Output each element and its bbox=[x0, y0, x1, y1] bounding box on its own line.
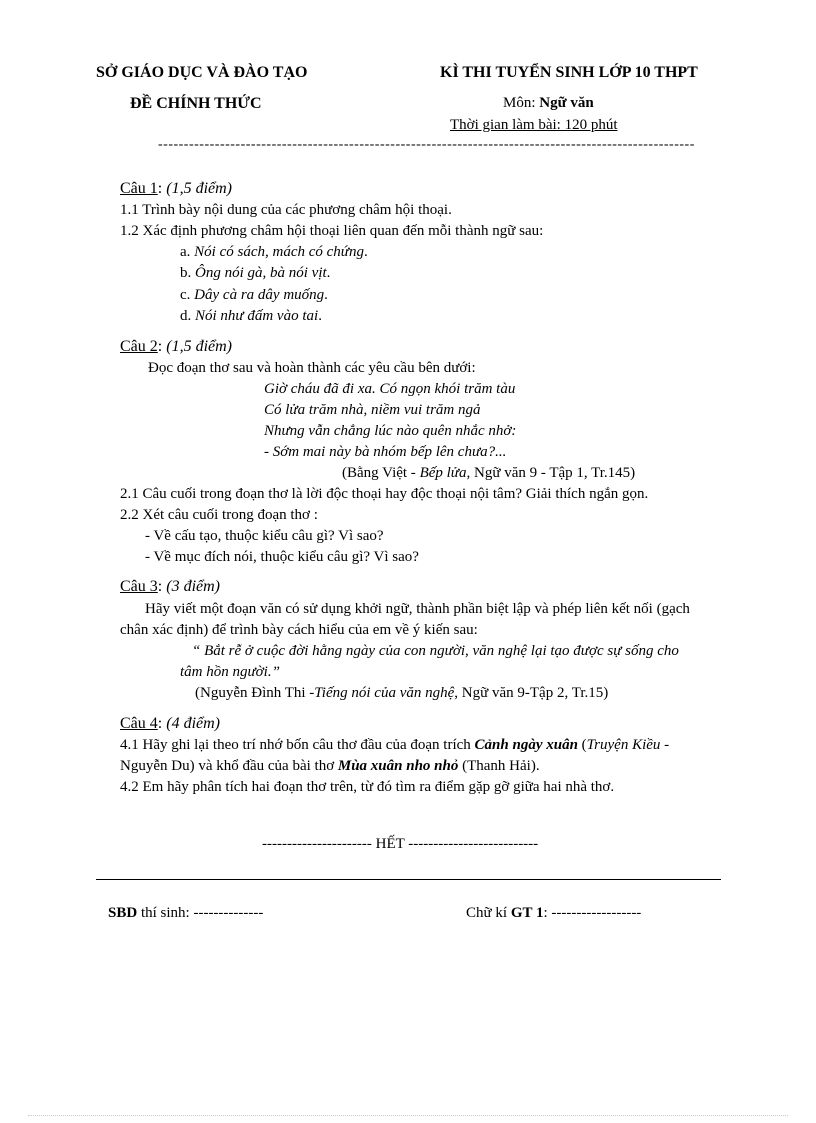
q4-dash: - bbox=[660, 737, 670, 753]
end-label: HẾT bbox=[375, 836, 405, 852]
q1-line-2: 1.2 Xác định phương châm hội thoại liên quan đến mỗi thành ngữ sau: bbox=[120, 223, 544, 239]
q2-poem-line-4: - Sớm mai này bà nhóm bếp lên chưa?... bbox=[264, 444, 507, 460]
subject-line bbox=[503, 95, 594, 112]
q2-line-2-2-b: - Về mục đích nói, thuộc kiểu câu gì? Vì sao? bbox=[145, 549, 419, 565]
header-separator: -------------------------------------------------------------------------------------------------------- bbox=[158, 137, 695, 152]
q4-excerpt-title: Cảnh ngày xuân bbox=[474, 737, 578, 753]
q4-author-text: Nguyễn Du) và khổ đầu của bài thơ bbox=[120, 758, 338, 774]
proctor-signature-field bbox=[466, 905, 641, 922]
candidate-number-field bbox=[108, 905, 263, 922]
q3-line-1: Hãy viết một đoạn văn có sử dụng khởi ngữ, thành phần biệt lập và phép liên kết nối (gạch bbox=[145, 601, 690, 617]
q4-line-4-1-text: 4.1 Hãy ghi lại theo trí nhớ bốn câu thơ đầu của đoạn trích bbox=[120, 737, 475, 753]
q4-poet: (Thanh Hải). bbox=[458, 758, 540, 774]
q2-poem-source bbox=[342, 465, 635, 482]
q3-title: Câu 3 bbox=[120, 578, 158, 595]
q1-item-d: d. Nói như đấm vào tai. bbox=[180, 308, 322, 324]
q3-source-author: (Nguyễn Đình Thi - bbox=[195, 685, 315, 701]
sig-label: Chữ kí bbox=[466, 905, 508, 921]
q1-item-b-text: Ông nói gà, bà nói vịt bbox=[195, 265, 327, 281]
sbd-text: thí sinh: bbox=[140, 905, 190, 921]
q4-poem-title: Mùa xuân nho nhỏ bbox=[337, 758, 459, 774]
q2-line-2-1: 2.1 Câu cuối trong đoạn thơ là lời độc thoại hay độc thoại nội tâm? Giải thích ngắn gọn. bbox=[120, 486, 649, 502]
q2-points: (1,5 điểm) bbox=[166, 338, 232, 355]
end-marker bbox=[262, 836, 538, 853]
page-bottom-border bbox=[28, 1115, 788, 1116]
sbd-blank: -------------- bbox=[193, 905, 264, 921]
sig-proctor: GT 1 bbox=[510, 905, 544, 921]
q4-line-4-1-cont bbox=[120, 758, 540, 775]
q1-item-b: b. Ông nói gà, bà nói vịt. bbox=[180, 265, 331, 281]
q3-source-work: Tiếng nói của văn nghệ bbox=[314, 685, 455, 701]
q4-work-title: Truyện Kiều bbox=[586, 737, 661, 753]
q1-line-1: 1.1 Trình bày nội dung của các phương châm hội thoại. bbox=[120, 202, 452, 218]
q2-line-2-2-a: - Về cấu tạo, thuộc kiểu câu gì? Vì sao? bbox=[145, 528, 384, 544]
end-dashes-right: -------------------------- bbox=[408, 836, 539, 852]
time-allowed: Thời gian làm bài: 120 phút bbox=[450, 117, 618, 133]
q4-points: (4 điểm) bbox=[166, 715, 220, 732]
q2-source-work: Bếp lửa bbox=[419, 465, 467, 481]
q1-item-c-text: Dây cà ra dây muống bbox=[194, 287, 325, 303]
exam-title: KÌ THI TUYỂN SINH LỚP 10 THPT bbox=[440, 64, 698, 81]
q4-line-4-2: 4.2 Em hãy phân tích hai đoạn thơ trên, từ đó tìm ra điểm gặp gỡ giữa hai nhà thơ. bbox=[120, 779, 615, 795]
end-dashes-left: ---------------------- bbox=[262, 836, 372, 852]
q1-item-a-label: a. bbox=[180, 244, 191, 260]
q4-title: Câu 4 bbox=[120, 715, 158, 732]
q2-intro: Đọc đoạn thơ sau và hoàn thành các yêu cầu bên dưới: bbox=[148, 360, 476, 376]
q2-poem-line-1: Giờ cháu đã đi xa. Có ngọn khói trăm tàu bbox=[264, 381, 516, 397]
q2-line-2-2: 2.2 Xét câu cuối trong đoạn thơ : bbox=[120, 507, 318, 523]
q1-points: (1,5 điểm) bbox=[166, 180, 232, 197]
department-name: SỞ GIÁO DỤC VÀ ĐÀO TẠO bbox=[96, 64, 308, 81]
sig-colon: : bbox=[543, 905, 548, 921]
q3-quote-line-1: “ Bắt rễ ở cuộc đời hằng ngày của con người, văn nghệ lại tạo được sự sống cho bbox=[192, 643, 679, 659]
official-label: ĐỀ CHÍNH THỨC bbox=[130, 95, 262, 112]
q4-heading: Câu 4: (4 điểm) bbox=[120, 715, 220, 732]
q2-source-author: (Bằng Việt - bbox=[342, 465, 420, 481]
q2-poem-line-2: Có lửa trăm nhà, niềm vui trăm ngả bbox=[264, 402, 481, 418]
q3-quote-source bbox=[195, 685, 608, 702]
q3-points: (3 điểm) bbox=[166, 578, 220, 595]
q2-title: Câu 2 bbox=[120, 338, 158, 355]
q1-item-d-label: d. bbox=[180, 308, 192, 324]
footer-divider bbox=[96, 879, 721, 880]
q3-quote-line-2: tâm hồn người.” bbox=[180, 664, 280, 680]
q2-heading: Câu 2: (1,5 điểm) bbox=[120, 338, 232, 355]
subject-label: Môn: bbox=[503, 95, 536, 111]
q1-item-d-text: Nói như đấm vào tai bbox=[195, 308, 319, 324]
q1-item-a: a. Nói có sách, mách có chứng. bbox=[180, 244, 368, 260]
q2-source-ref: , Ngữ văn 9 - Tập 1, Tr.145) bbox=[466, 465, 636, 481]
q2-poem-line-3: Nhưng vẫn chẳng lúc nào quên nhắc nhở: bbox=[264, 423, 517, 439]
sbd-label: SBD bbox=[108, 905, 138, 921]
q1-item-c: c. Dây cà ra dây muống. bbox=[180, 287, 328, 303]
q3-source-ref: , Ngữ văn 9-Tập 2, Tr.15) bbox=[454, 685, 609, 701]
q4-paren-open: ( bbox=[577, 737, 587, 753]
q1-item-c-label: c. bbox=[180, 287, 191, 303]
q1-item-b-label: b. bbox=[180, 265, 192, 281]
q1-item-a-text: Nói có sách, mách có chứng bbox=[194, 244, 364, 260]
q1-title: Câu 1 bbox=[120, 180, 158, 197]
q3-line-2: chân xác định) để trình bày cách hiểu của em về ý kiến sau: bbox=[120, 622, 478, 638]
q4-line-4-1 bbox=[120, 737, 669, 754]
subject-name: Ngữ văn bbox=[539, 95, 594, 111]
q1-heading: Câu 1: (1,5 điểm) bbox=[120, 180, 232, 197]
q3-heading: Câu 3: (3 điểm) bbox=[120, 578, 220, 595]
sig-blank: ------------------ bbox=[551, 905, 642, 921]
